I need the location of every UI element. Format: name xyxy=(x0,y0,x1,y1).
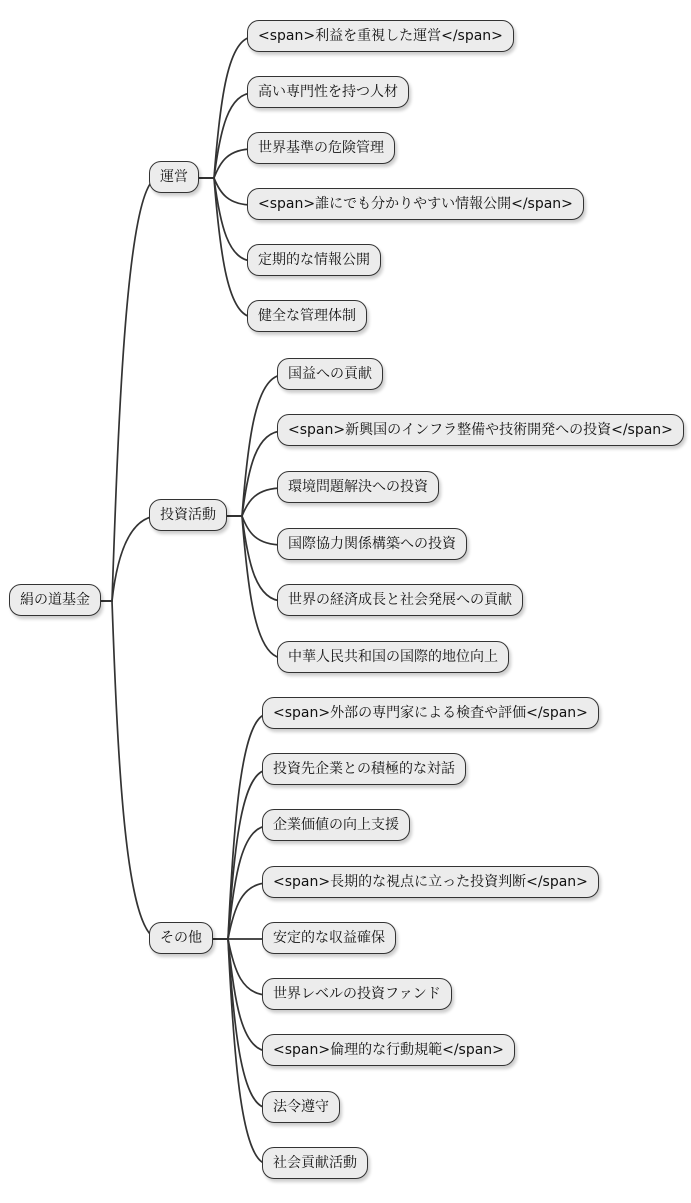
mindmap-branch-node: 運営 xyxy=(149,161,199,193)
mindmap-leaf-node: <span>新興国のインフラ整備や技術開発への投資</span> xyxy=(277,414,684,446)
mindmap-leaf-node: 法令遵守 xyxy=(262,1091,340,1123)
edge xyxy=(180,939,268,1108)
edge xyxy=(180,714,268,939)
mindmap-branch-node: 投資活動 xyxy=(149,499,227,531)
mindmap-leaf-node: 社会貢献活動 xyxy=(262,1147,368,1179)
mindmap-leaf-node: 高い専門性を持つ人材 xyxy=(247,76,409,108)
mindmap-leaf-node: 中華人民共和国の国際的地位向上 xyxy=(277,641,509,673)
mindmap-leaf-node: 国際協力関係構築への投資 xyxy=(277,528,467,560)
edge xyxy=(188,375,283,516)
mindmap-leaf-node: <span>外部の専門家による検査や評価</span> xyxy=(262,697,599,729)
mindmap-leaf-node: 投資先企業との積極的な対話 xyxy=(262,753,466,785)
edge xyxy=(172,37,253,178)
mindmap-root-node: 絹の道基金 xyxy=(9,584,101,616)
edge xyxy=(172,178,253,317)
mindmap-leaf-node: <span>長期的な視点に立った投資判断</span> xyxy=(262,866,599,898)
mindmap-leaf-node: 定期的な情報公開 xyxy=(247,244,381,276)
mindmap-leaf-node: 企業価値の向上支援 xyxy=(262,809,410,841)
mindmap-branch-node: その他 xyxy=(149,922,213,954)
mindmap-leaf-node: 安定的な収益確保 xyxy=(262,922,396,954)
mindmap-leaf-node: 健全な管理体制 xyxy=(247,300,367,332)
mindmap-leaf-node: <span>誰にでも分かりやすい情報公開</span> xyxy=(247,188,584,220)
mindmap-leaf-node: 世界基準の危険管理 xyxy=(247,132,395,164)
edge xyxy=(55,178,157,601)
edge xyxy=(180,939,268,1051)
mindmap-leaf-node: 世界の経済成長と社会発展への貢献 xyxy=(277,584,523,616)
edge xyxy=(180,770,268,939)
mindmap-leaf-node: 世界レベルの投資ファンド xyxy=(262,978,452,1010)
mindmap-leaf-node: 国益への貢献 xyxy=(277,358,383,390)
mindmap-leaf-node: <span>利益を重視した運営</span> xyxy=(247,20,514,52)
edge xyxy=(188,516,283,658)
edge xyxy=(180,939,268,1164)
edge xyxy=(55,601,157,939)
mindmap-leaf-node: 環境問題解決への投資 xyxy=(277,471,439,503)
mindmap-leaf-node: <span>倫理的な行動規範</span> xyxy=(262,1034,515,1066)
